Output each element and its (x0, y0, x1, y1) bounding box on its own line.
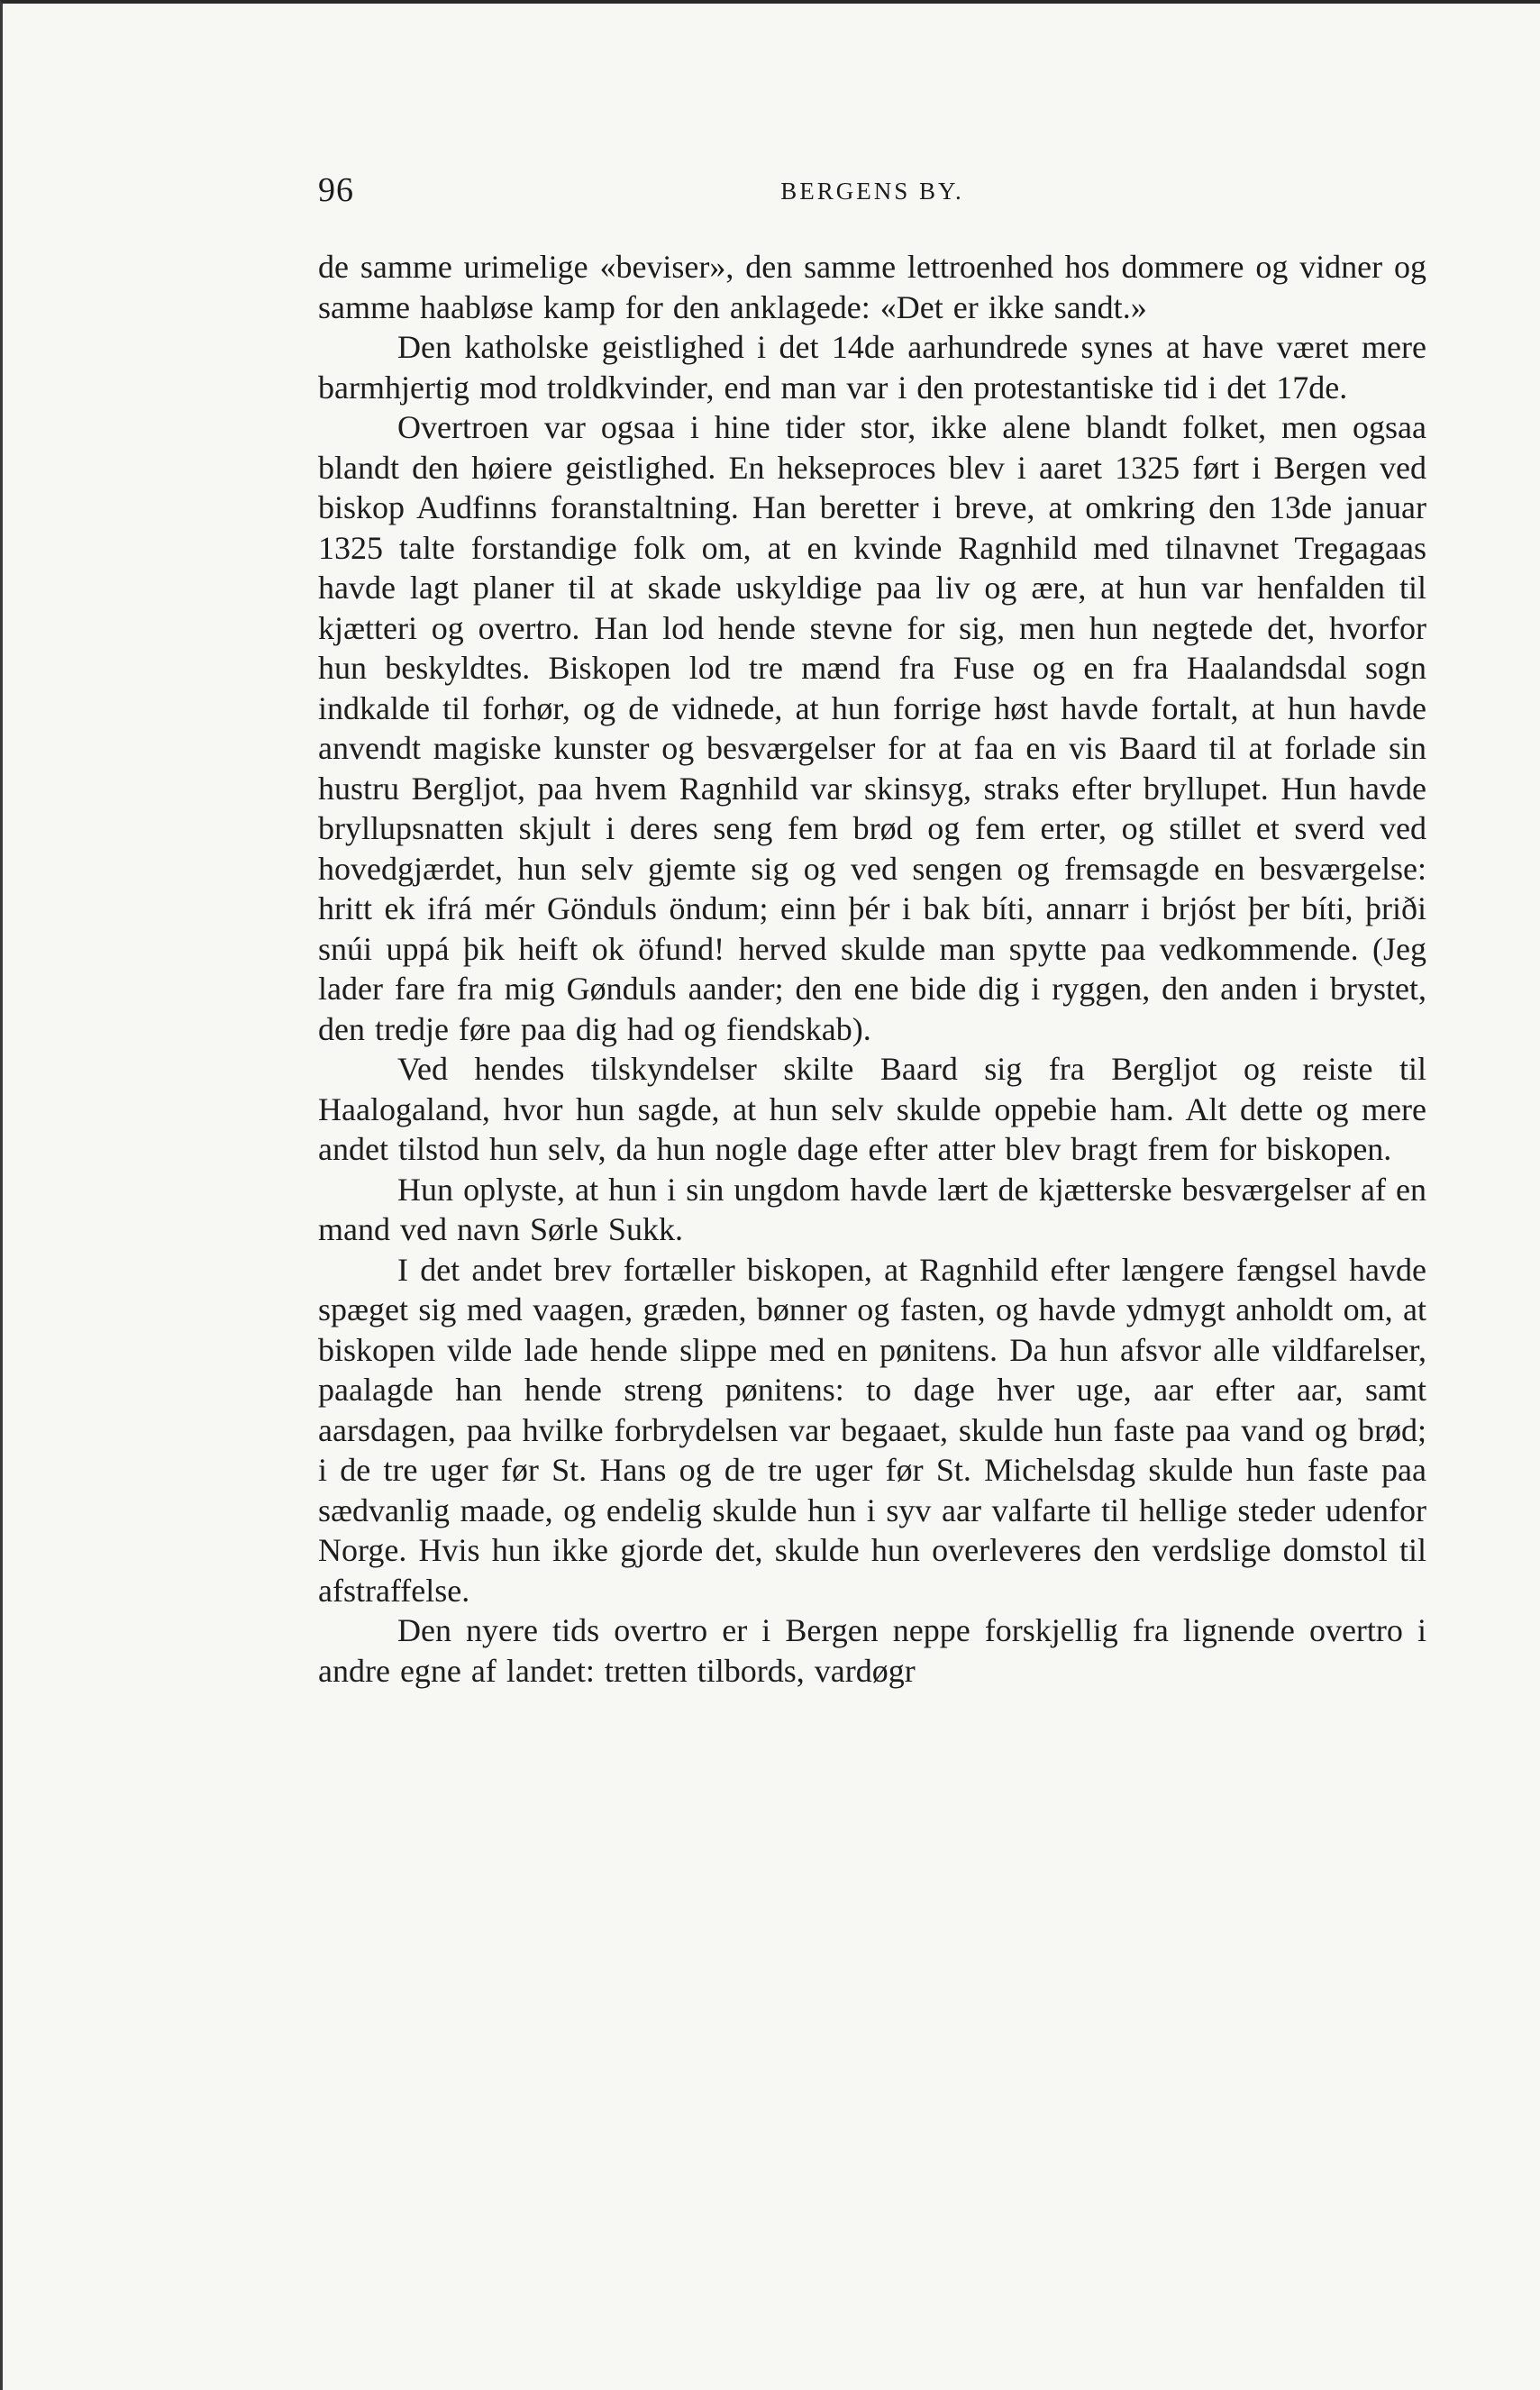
paragraph: Hun oplyste, at hun i sin ungdom havde lært de kjætterske besværgelser af en mand ved navn Sørle Sukk. (318, 1171, 1426, 1247)
page-number: 96 (318, 171, 354, 209)
paragraph: Ved hendes tilskyndelser skilte Baard sig fra Bergljot og reiste til Haalogaland, hvor hun sagde, at hun selv skulde oppebie ham. Alt dette og mere andet tilstod hun selv, da hun nogle dage efter atter blev bragt frem for biskopen. (318, 1051, 1426, 1167)
paragraph: I det andet brev fortæller biskopen, at Ragnhild efter længere fængsel havde spæget sig med vaagen, græden, bønner og fasten, og havde ydmygt anholdt om, at biskopen vilde lade hende slippe med en pønitens. Da hun afsvor alle vildfarelser, paalagde han hende streng pønitens: to dage hver uge, aar efter aar, samt aarsdagen, paa hvilke forbrydelsen var begaaet, skulde hun faste paa vand og brød; i de tre uger før St. Hans og de tre uger før St. Michelsdag skulde hun faste paa sædvanlig maade, og endelig skulde hun i syv aar valfarte til hellige steder udenfor Norge. Hvis hun ikke gjorde det, skulde hun overleveres den verdslige domstol til afstraffelse. (318, 1251, 1426, 1609)
running-head: BERGENS BY. (780, 178, 964, 205)
body-text (318, 247, 1426, 1691)
paragraph: Den katholske geistlighed i det 14de aarhundrede synes at have været mere barmhjertig mod troldkvinder, end man var i den protestantiske tid i det 17de. (318, 329, 1426, 406)
page-header (318, 170, 1426, 215)
paragraph: Den nyere tids overtro er i Bergen neppe forskjellig fra lignende overtro i andre egne af landet: tretten tilbords, vardøgr (318, 1612, 1426, 1689)
paragraph-continuation: de samme urimelige «beviser», den samme lettroenhed hos dommere og vidner og samme haabløse kamp for den anklagede: «Det er ikke sandt.» (318, 249, 1426, 325)
paragraph: Overtroen var ogsaa i hine tider stor, ikke alene blandt folket, men ogsaa blandt den høiere geistlighed. En hekseproces blev i aaret 1325 ført i Bergen ved biskop Audfinns foranstaltning. Han beretter i breve, at omkring den 13de januar 1325 talte forstandige folk om, at en kvinde Ragnhild med tilnavnet Tregagaas havde lagt planer til at skade uskyldige paa liv og ære, at hun var henfalden til kjætteri og overtro. Han lod hende stevne for sig, men hun negtede det, hvorfor hun beskyldtes. Biskopen lod tre mænd fra Fuse og en fra Haalandsdal sogn indkalde til forhør, og de vidnede, at hun forrige høst havde fortalt, at hun havde anvendt magiske kunster og besværgelser for at faa en vis Baard til at forlade sin hustru Bergljot, paa hvem Ragnhild var skinsyg, straks efter bryllupet. Hun havde bryllupsnatten skjult i deres seng fem brød og fem erter, og stillet et sverd ved hovedgjærdet, hun selv gjemte sig og ved sengen og fremsagde en besværgelse: hritt ek ifrá mér Gönduls öndum; einn þér i bak bíti, annarr i brjóst þer bíti, þriði snúi uppá þik heift ok öfund! herved skulde man spytte paa vedkommende. (Jeg lader fare fra mig Gønduls aander; den ene bide dig i ryggen, den anden i brystet, den tredje føre paa dig had og fiendskab). (318, 409, 1426, 1047)
